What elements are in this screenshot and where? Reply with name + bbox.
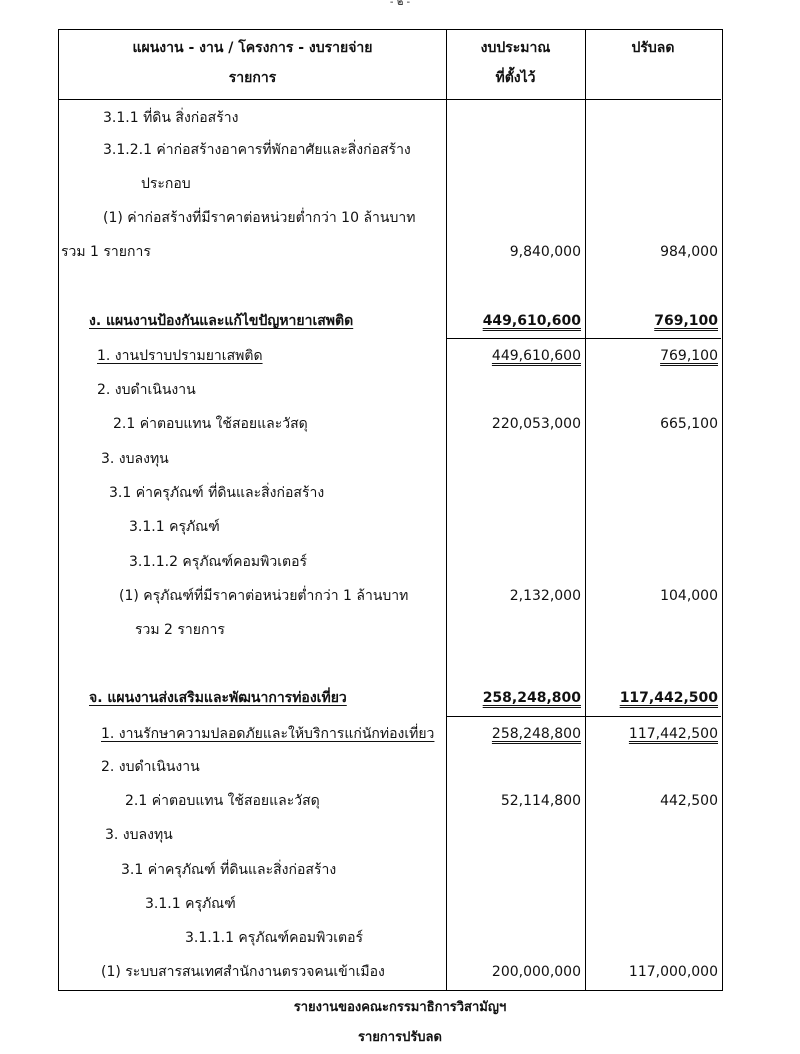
row-cut: 117,442,500 (619, 690, 718, 706)
row-label: 2.1 ค่าตอบแทน ใช้สอยและวัสดุ (113, 416, 308, 432)
row-label: รวม 2 รายการ (135, 622, 225, 638)
row-label: (1) ครุภัณฑ์ที่มีราคาต่อหน่วยต่ำกว่า 1 ล้านบาท (119, 588, 409, 604)
section-heading: จ. แผนงานส่งเสริมและพัฒนาการท่องเที่ยว (89, 690, 347, 706)
row-budget: 52,114,800 (500, 793, 581, 809)
section-rule (446, 338, 721, 339)
table-row (59, 786, 721, 816)
row-budget: 258,248,800 (491, 726, 581, 742)
table-row (59, 409, 721, 439)
table-row (59, 203, 721, 233)
row-cut: 117,000,000 (628, 964, 718, 980)
row-label: 3. งบลงทุน (101, 451, 169, 467)
row-cut: 769,100 (660, 348, 718, 364)
row-label: 1. งานรักษาความปลอดภัยและให้บริการแก่นักท่องเที่ยว (101, 726, 435, 742)
row-cut: 104,000 (660, 588, 718, 604)
row-label: (1) ค่าก่อสร้างที่มีราคาต่อหน่วยต่ำกว่า 10 ล้านบาท (103, 210, 416, 226)
table-row (59, 581, 721, 611)
budget-table (58, 29, 723, 991)
row-budget: 9,840,000 (509, 244, 581, 260)
table-row (59, 478, 721, 508)
table-row (59, 444, 721, 474)
table-row (59, 547, 721, 577)
row-budget: 220,053,000 (491, 416, 581, 432)
row-label: 2. งบดำเนินงาน (101, 759, 200, 775)
row-cut: 442,500 (660, 793, 718, 809)
header-budget: งบประมาณ ที่ตั้งไว้ (480, 40, 551, 86)
table-row (59, 135, 721, 165)
table-row (59, 615, 721, 645)
table-row (59, 683, 721, 713)
footer-subtitle: รายการปรับลด (358, 1030, 442, 1045)
row-label: 1. งานปราบปรามยาเสพติด (97, 348, 263, 364)
table-header (59, 30, 721, 100)
row-budget: 449,610,600 (482, 313, 581, 329)
row-label: 3.1.1 ที่ดิน สิ่งก่อสร้าง (103, 110, 239, 126)
row-budget: 258,248,800 (482, 690, 581, 706)
row-cut: 665,100 (660, 416, 718, 432)
row-label: 3.1.1 ครุภัณฑ์ (129, 519, 220, 535)
table-row (59, 752, 721, 782)
row-label: 3.1.1 ครุภัณฑ์ (145, 896, 236, 912)
table-row (59, 923, 721, 953)
table-row (59, 103, 721, 133)
row-label: (1) ระบบสารสนเทศสำนักงานตรวจคนเข้าเมือง (101, 964, 385, 980)
row-label: 2.1 ค่าตอบแทน ใช้สอยและวัสดุ (125, 793, 320, 809)
row-label: รวม 1 รายการ (61, 244, 151, 260)
table-row (59, 855, 721, 885)
header-item: แผนงาน - งาน / โครงการ - งบรายจ่าย รายการ (132, 40, 373, 86)
table-row (59, 306, 721, 336)
row-label: 3.1.1.1 ครุภัณฑ์คอมพิวเตอร์ (185, 930, 364, 946)
row-label: 2. งบดำเนินงาน (97, 382, 196, 398)
table-row (59, 375, 721, 405)
section-rule (446, 716, 721, 717)
table-row (59, 169, 721, 199)
row-budget: 200,000,000 (491, 964, 581, 980)
table-row (59, 889, 721, 919)
table-row (59, 719, 721, 749)
table-row (59, 820, 721, 850)
row-label: 3.1 ค่าครุภัณฑ์ ที่ดินและสิ่งก่อสร้าง (121, 862, 337, 878)
row-cut: 984,000 (660, 244, 718, 260)
row-cut: 769,100 (654, 313, 718, 329)
footer-report-title: รายงานของคณะกรรมาธิการวิสามัญฯ (293, 1000, 507, 1015)
row-label: 3. งบลงทุน (105, 827, 173, 843)
row-budget: 449,610,600 (491, 348, 581, 364)
row-label: ประกอบ (141, 176, 191, 192)
row-label: 3.1 ค่าครุภัณฑ์ ที่ดินและสิ่งก่อสร้าง (109, 485, 325, 501)
table-row (59, 237, 721, 267)
row-label: 3.1.1.2 ครุภัณฑ์คอมพิวเตอร์ (129, 554, 308, 570)
row-label: 3.1.2.1 ค่าก่อสร้างอาคารที่พักอาศัยและสิ่งก่อสร้าง (103, 142, 411, 158)
table-row (59, 957, 721, 987)
page-number: - ๒ - (389, 0, 411, 8)
table-row (59, 512, 721, 542)
section-heading: ง. แผนงานป้องกันและแก้ไขปัญหายาเสพติด (89, 313, 354, 329)
row-cut: 117,442,500 (628, 726, 718, 742)
header-cut: ปรับลด (631, 40, 675, 56)
row-budget: 2,132,000 (509, 588, 581, 604)
table-row (59, 341, 721, 371)
